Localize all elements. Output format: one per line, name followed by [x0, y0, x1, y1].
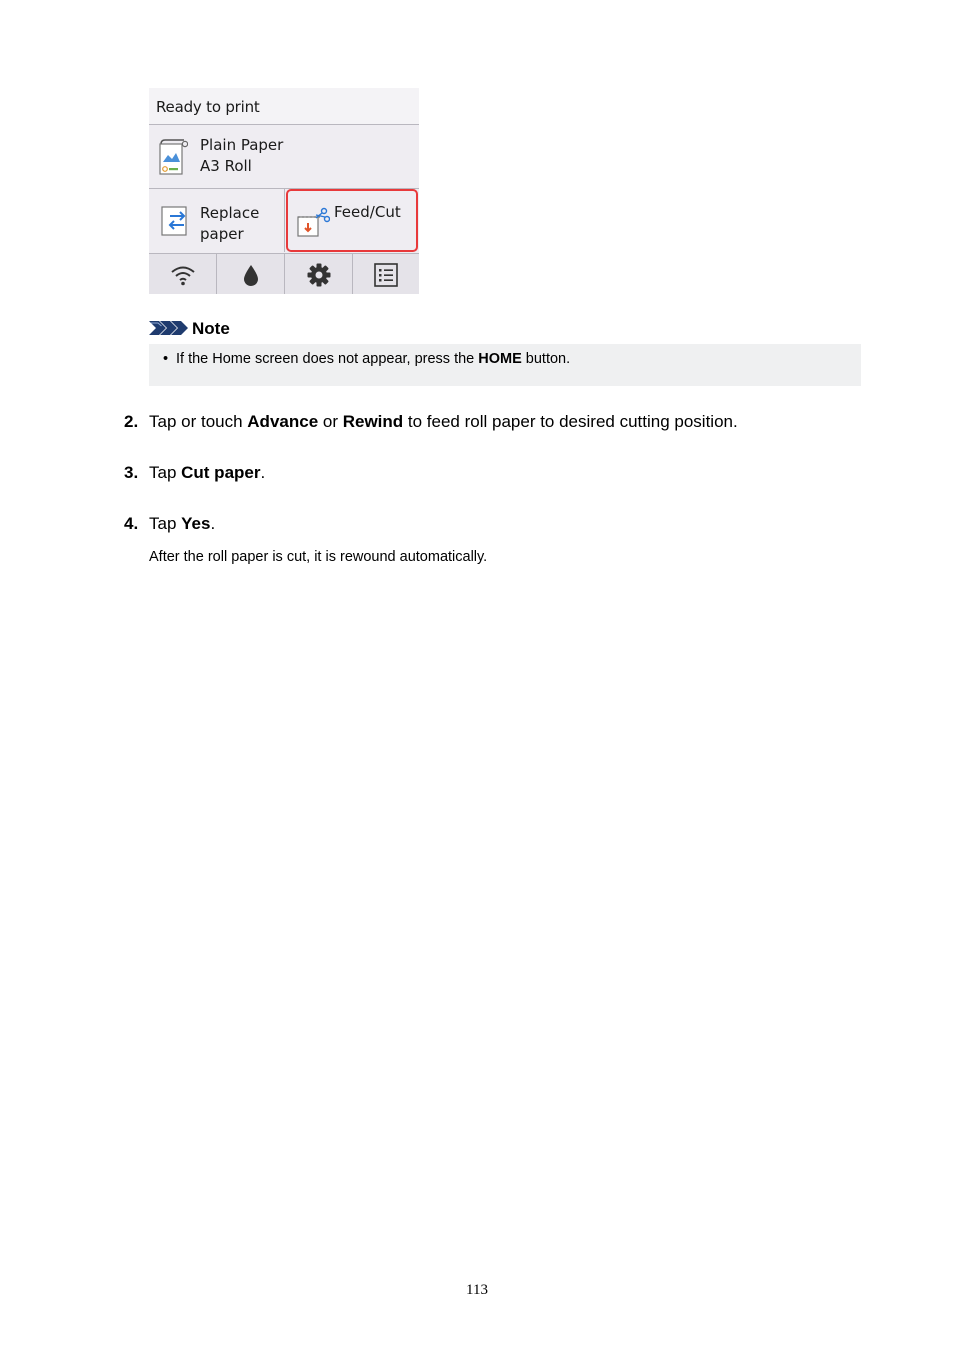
step-text: Tap — [149, 514, 182, 533]
cut-paper-term: Cut paper — [181, 463, 261, 482]
paper-settings-button[interactable] — [149, 125, 419, 189]
step-number: 4. — [124, 514, 139, 533]
gear-icon — [307, 263, 331, 287]
list-icon — [374, 263, 398, 287]
step-2 — [124, 412, 738, 432]
step-text: . — [260, 463, 266, 482]
note-item — [163, 351, 571, 367]
wifi-button[interactable] — [149, 254, 217, 294]
note-text-end: button. — [521, 351, 571, 367]
advance-term: Advance — [247, 412, 319, 431]
replace-label-line1: Replace — [200, 204, 260, 222]
note-box — [149, 344, 861, 386]
page-number: 113 — [466, 1282, 488, 1298]
bullet: • — [163, 351, 169, 367]
media-size-label: A3 Roll — [200, 157, 252, 175]
printer-home-screen — [149, 88, 419, 294]
step-number: 3. — [124, 463, 139, 482]
menu-list-button[interactable] — [353, 254, 419, 294]
note-text: If the Home screen does not appear, press the — [176, 351, 479, 367]
note-chevrons-icon — [149, 320, 189, 336]
step-text: or — [318, 412, 343, 431]
step-4-description: After the roll paper is cut, it is rewound automatically. — [149, 549, 488, 565]
step-number: 2. — [124, 412, 139, 431]
ink-button[interactable] — [217, 254, 285, 294]
status-bar — [149, 88, 419, 125]
home-button-name: HOME — [478, 351, 522, 367]
replace-label-line2: paper — [200, 225, 244, 243]
bottom-bar — [149, 253, 419, 294]
feed-cut-highlight — [286, 189, 418, 252]
setup-button[interactable] — [285, 254, 353, 294]
note-title: Note — [192, 319, 230, 338]
media-type-label: Plain Paper — [200, 136, 284, 154]
step-3 — [124, 463, 265, 483]
step-text: Tap — [149, 463, 182, 482]
rewind-term: Rewind — [342, 412, 404, 431]
replace-paper-icon — [161, 205, 191, 237]
yes-term: Yes — [181, 514, 211, 533]
step-text: to feed roll paper to desired cutting position. — [403, 412, 738, 431]
replace-paper-button[interactable] — [149, 189, 285, 252]
wifi-icon — [170, 264, 196, 286]
feed-cut-label: Feed/Cut — [334, 203, 401, 221]
step-4 — [124, 514, 215, 534]
step-text: Tap or touch — [149, 412, 248, 431]
ink-drop-icon — [243, 264, 259, 286]
status-text: Ready to print — [156, 98, 260, 116]
paper-media-icon — [158, 138, 188, 176]
step-text: . — [210, 514, 216, 533]
